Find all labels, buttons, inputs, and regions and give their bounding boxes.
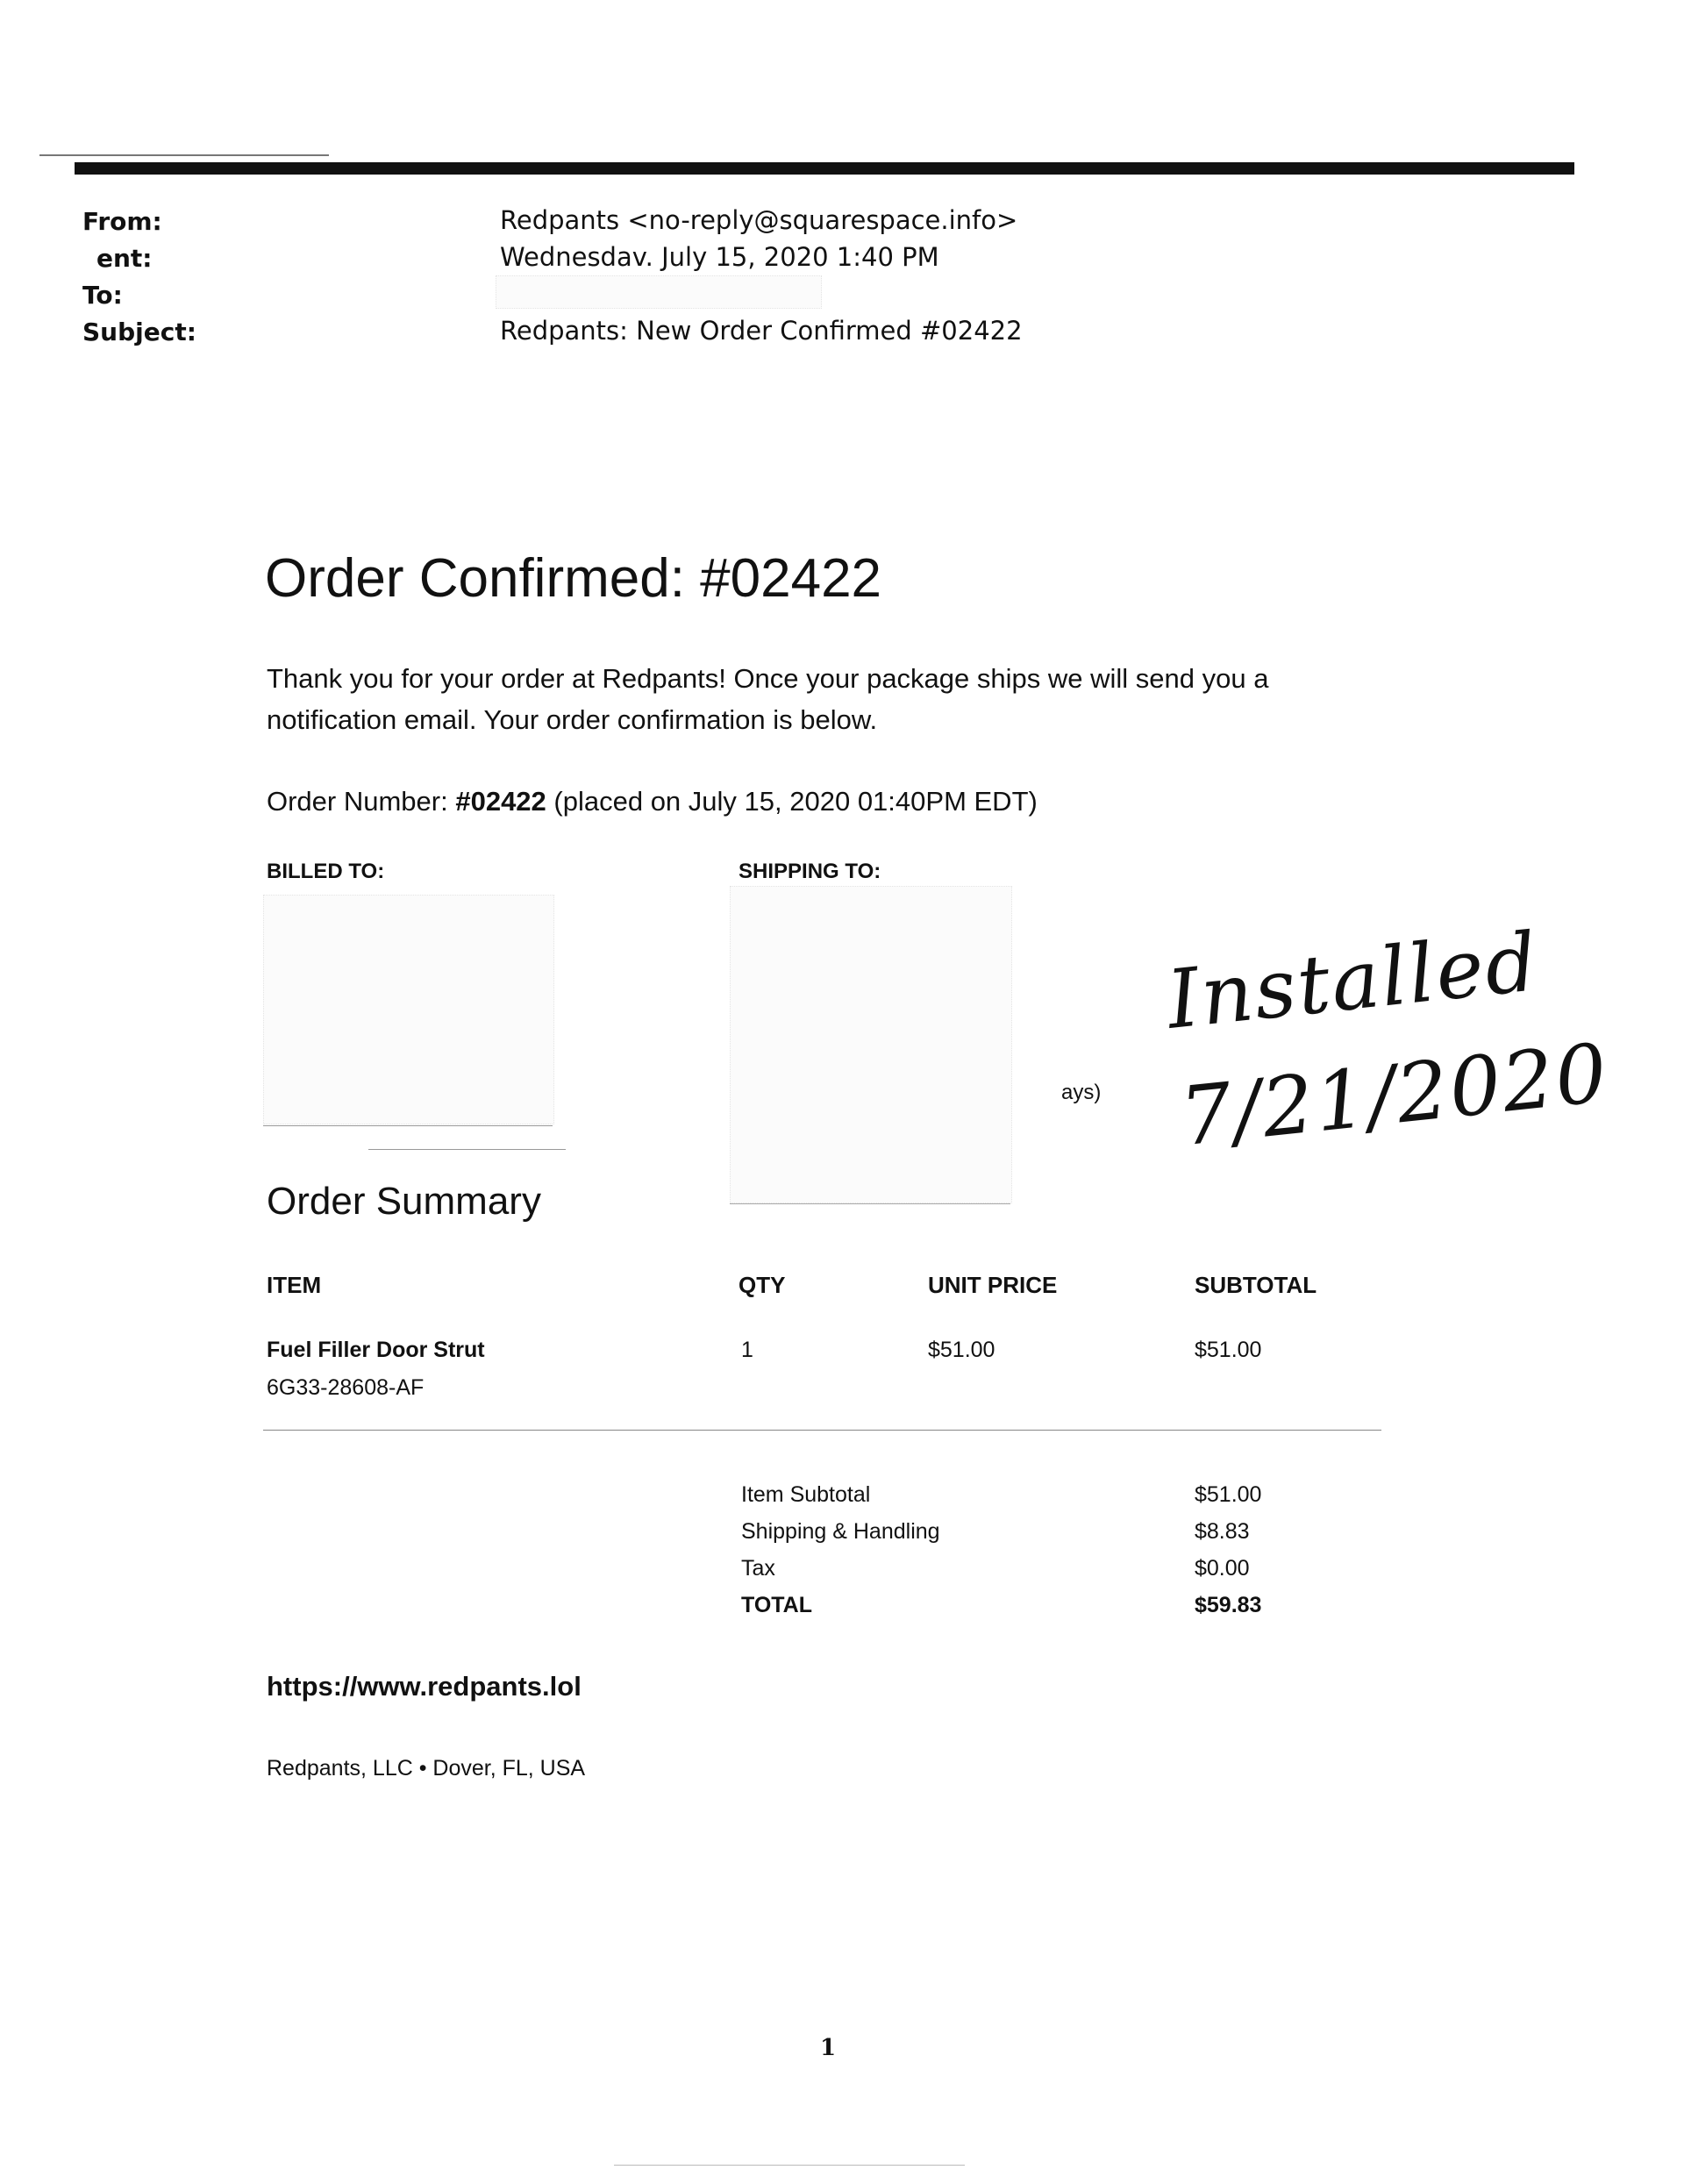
sent-value: Wednesdav. July 15, 2020 1:40 PM (500, 242, 939, 272)
top-heavy-rule (75, 162, 1574, 175)
item-subtotal: $51.00 (1195, 1338, 1262, 1362)
top-thin-line (39, 154, 329, 156)
from-label: From: (82, 207, 162, 236)
item-unit-price: $51.00 (928, 1338, 995, 1362)
col-item: ITEM (267, 1272, 322, 1298)
tax-label: Tax (741, 1556, 775, 1581)
order-title: Order Confirmed: #02422 (265, 548, 882, 609)
item-qty: 1 (741, 1338, 753, 1362)
col-unit-price: UNIT PRICE (928, 1272, 1058, 1298)
subject-label: Subject: (82, 318, 196, 346)
intro-line-2: notification email. Your order confirmation is below. (267, 704, 878, 735)
company-address: Redpants, LLC • Dover, FL, USA (267, 1756, 586, 1781)
billed-underline-2 (368, 1149, 566, 1150)
total-value: $59.83 (1195, 1593, 1262, 1617)
bottom-scan-line (614, 2165, 965, 2166)
page-number: 1 (820, 2035, 837, 2061)
store-url-link[interactable]: https://www.redpants.lol (267, 1671, 582, 1702)
order-number-line (267, 781, 1038, 822)
tax-value: $0.00 (1195, 1556, 1250, 1581)
subject-value: Redpants: New Order Confirmed #02422 (500, 316, 1023, 346)
item-subtotal-value: $51.00 (1195, 1482, 1262, 1507)
summary-divider (263, 1430, 1381, 1431)
shipping-value: $8.83 (1195, 1519, 1250, 1544)
order-number-prefix: Order Number: (267, 786, 456, 817)
item-subtotal-label: Item Subtotal (741, 1482, 871, 1507)
order-summary-title: Order Summary (267, 1180, 541, 1223)
col-subtotal: SUBTOTAL (1195, 1272, 1317, 1298)
handwritten-installed: Installed (1162, 915, 1544, 1047)
to-value-redacted (496, 275, 822, 309)
billed-to-redacted (263, 895, 554, 1124)
order-number: #02422 (455, 786, 546, 817)
item-sku: 6G33-28608-AF (267, 1375, 425, 1400)
handwritten-date: 7/21/2020 (1175, 1025, 1613, 1165)
shipping-to-redacted (730, 886, 1012, 1203)
shipping-label: Shipping & Handling (741, 1519, 940, 1544)
from-value: Redpants <no-reply@squarespace.info> (500, 205, 1018, 235)
shipping-fragment: ays) (1061, 1081, 1102, 1104)
total-label: TOTAL (741, 1593, 813, 1617)
order-number-suffix: (placed on July 15, 2020 01:40PM EDT) (546, 786, 1038, 817)
billed-underline-1 (263, 1125, 553, 1126)
intro-line-1: Thank you for your order at Redpants! Once your package ships we will send you a (267, 663, 1269, 694)
shipping-to-label: SHIPPING TO: (739, 860, 881, 883)
to-label: To: (82, 281, 123, 310)
item-name: Fuel Filler Door Strut (267, 1338, 485, 1362)
shipping-underline (730, 1203, 1010, 1204)
sent-label: ent: (96, 244, 153, 273)
billed-to-label: BILLED TO: (267, 860, 385, 883)
col-qty: QTY (739, 1272, 786, 1298)
